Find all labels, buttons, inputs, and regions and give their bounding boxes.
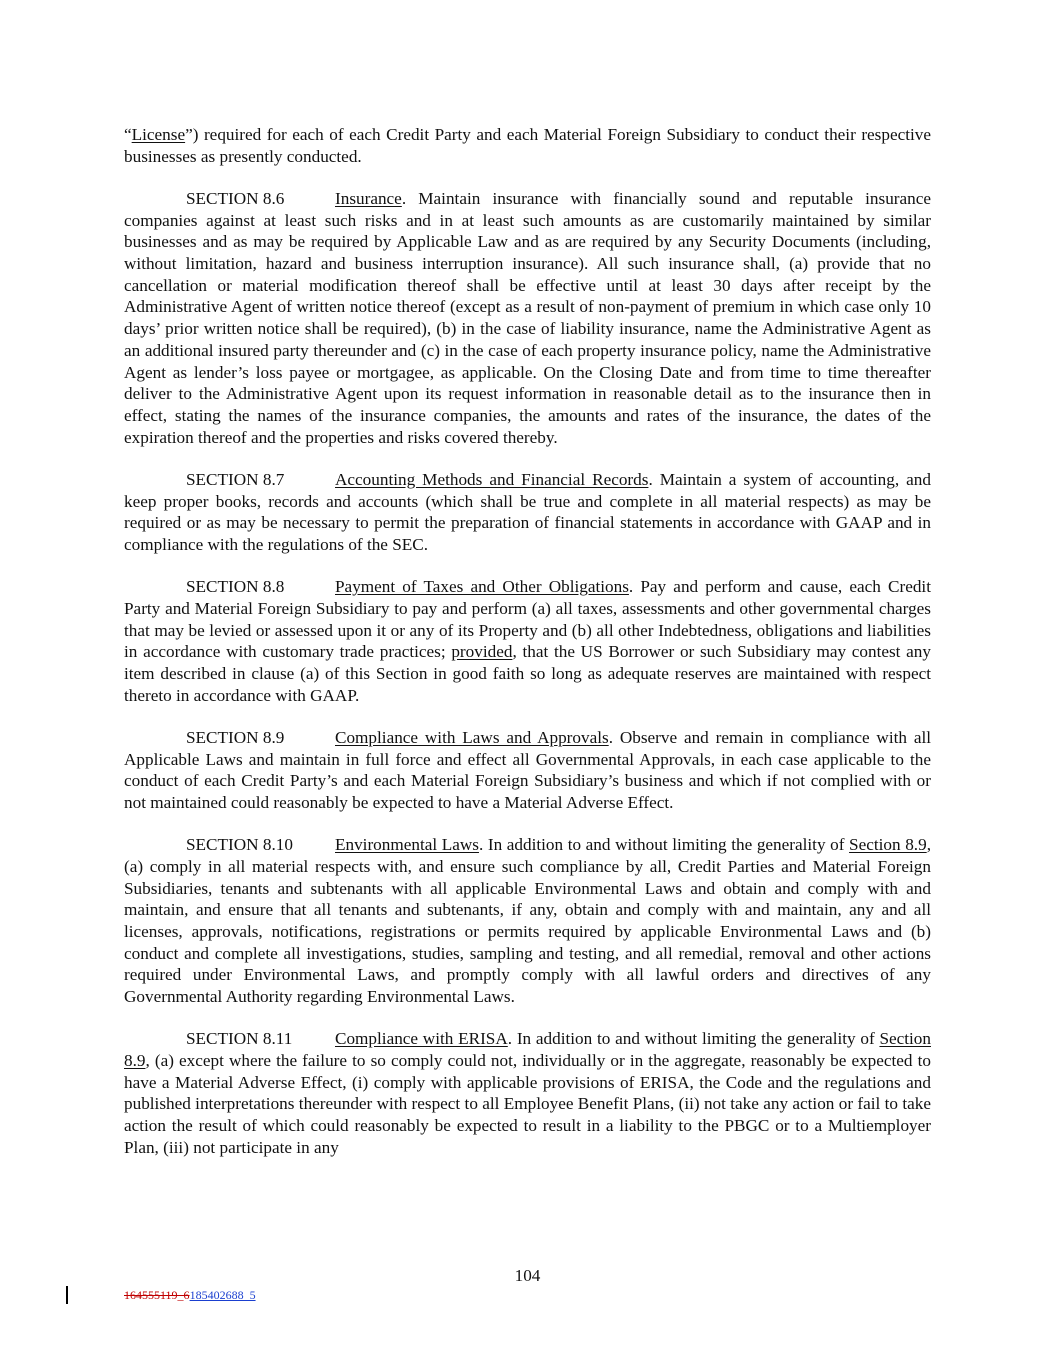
continuation-paragraph — [124, 124, 931, 167]
section-text: . Pay and perform and cause, each Credit Party and Material Foreign Subsidiary to pay and perform (a) all taxes, assessments and other governmental charges that may be levied or assessed upon it or any of its Property and (b) all other Indebtedness, obligations and liabilities in accordance with customary trade practices; — [124, 577, 931, 662]
section-number: SECTION 8.7 — [186, 469, 285, 489]
document-body — [124, 124, 931, 1179]
section-number: SECTION 8.8 — [186, 577, 285, 597]
section-text: . Maintain a system of accounting, and keep proper books, records and accounts (which shall be true and complete in all material respects) as may be required or as may be necessary to permit the preparation of financial statements in accordance with GAAP and in compliance with the regulations of the SEC. — [124, 469, 931, 554]
section-text: . Maintain insurance with financially sound and reputable insurance companies against at least such risks and in at least such amounts as are customarily maintained by similar businesses and as may be required by Applicable Law and as are required by any Security Documents (including, without limitation, hazard and business interruption insurance). All such insurance shall, (a) provide that no cancellation or material modification thereof shall be effective until at least 30 days after receipt by the Administrative Agent of written notice thereof (except as a result of non-payment of premium in which case only 10 days’ prior written notice shall be required), (b) in the case of liability insurance, name the Administrative Agent as an additional insured party thereunder and (c) in the case of each property insurance policy, name the Administrative Agent as lender’s loss payee or mortgagee, as applicable. On the Closing Date and from time to time thereafter deliver to the Administrative Agent upon its request information in reasonable detail as to the insurance then in effect, stating the names of the insurance companies, the amounts and rates of the insurance, the dates of the expiration thereof and the properties and risks covered thereby. — [124, 188, 931, 447]
section-heading: Compliance with Laws and Approvals — [335, 727, 609, 747]
section-8-10 — [124, 834, 931, 1008]
section-text: . Observe and remain in compliance with all Applicable Laws and maintain in full force and effect all Governmental Approvals, in each case applicable to the conduct of each Credit Party’s and each Material Foreign Subsidiary’s business and which if not complied with or not maintained could reasonably be expected to have a Material Adverse Effect. — [124, 727, 932, 812]
open-quote: “ — [124, 125, 132, 144]
section-number: SECTION 8.9 — [186, 727, 285, 747]
inserted-document-id: 185402688_5 — [189, 1288, 256, 1302]
section-heading: Payment of Taxes and Other Obligations — [335, 577, 629, 597]
section-text: , (a) except where the failure to so comply could not, individually or in the aggregate, reasonably be expected to have a Material Adverse Effect, (i) comply with applicable provisions of ERISA, the Code and the regulations and published interpretations thereunder with respect to all Employee Benefit Plans, (ii) not take any action or fail to take action the result of which could reasonably be expected to result in a liability to the PBGC or to a Multiemployer Plan, (iii) not participate in any — [124, 1051, 931, 1157]
section-heading: Environmental Laws — [335, 835, 479, 855]
section-heading: Insurance — [335, 188, 402, 208]
section-number: SECTION 8.6 — [186, 188, 285, 208]
provided-term: provided — [451, 642, 513, 662]
revision-change-bar — [66, 1286, 68, 1304]
section-reference: Section 8.9 — [849, 835, 927, 855]
section-number: SECTION 8.11 — [186, 1029, 293, 1049]
section-8-9 — [124, 727, 931, 814]
section-8-8 — [124, 576, 931, 706]
defined-term-license: License — [131, 125, 186, 144]
section-reference: Section 8.9 — [124, 1029, 931, 1071]
section-text: . In addition to and without limiting the generality of — [507, 1029, 880, 1049]
section-heading: Accounting Methods and Financial Records — [335, 469, 649, 489]
document-id — [124, 1288, 256, 1303]
section-heading: Compliance with ERISA — [335, 1029, 508, 1049]
section-8-11 — [124, 1028, 931, 1158]
page-number: 104 — [514, 1266, 541, 1285]
continuation-text: ”) required for each of each Credit Party and each Material Foreign Subsidiary to conduct their respective businesses as presently conducted. — [124, 125, 931, 166]
section-text: . In addition to and without limiting the generality of — [478, 835, 850, 855]
section-8-7 — [124, 469, 931, 556]
section-number: SECTION 8.10 — [186, 835, 293, 855]
section-8-6 — [124, 188, 931, 448]
deleted-document-id: 164555119_6 — [124, 1288, 190, 1302]
section-text: , (a) comply in all material respects with, and ensure such compliance by all, Credit Parties and Material Foreign Subsidiaries, tenants and subtenants with all applicable Environmental Laws and obtain and comply with and maintain, and ensure that all tenants and subtenants, if any, obtain and comply with and maintain, any and all licenses, approvals, notifications, registrations or permits required by applicable Environmental Laws and (b) conduct and complete all investigations, studies, sampling and testing, and all remedial, removal and other actions required under Environmental Laws, and promptly comply with all lawful orders and directives of any Governmental Authority regarding Environmental Laws. — [124, 835, 931, 1007]
section-text: , that the US Borrower or such Subsidiary may contest any item described in clause (a) of this Section in good faith so long as adequate reserves are maintained with respect thereto in accordance with GAAP. — [124, 642, 931, 705]
